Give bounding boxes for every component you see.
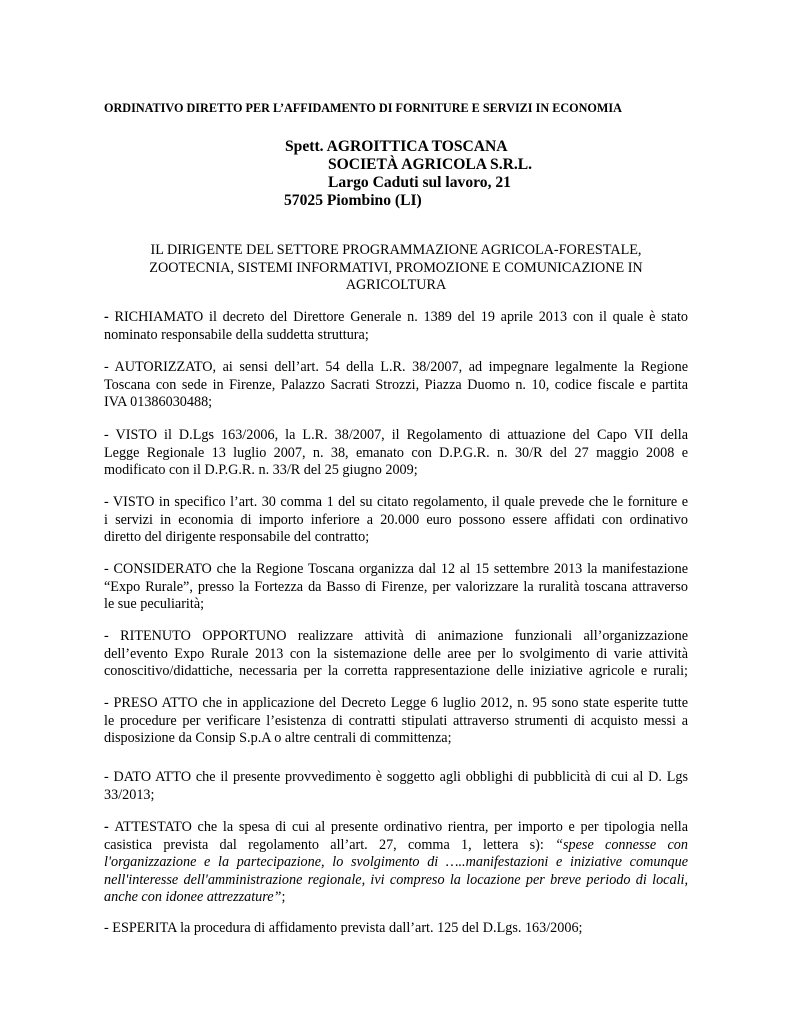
paragraph-line: 33/2013; — [104, 786, 155, 803]
paragraph-line: - RITENUTO OPPORTUNO realizzare attività di animazione funzionali all’organizzazione — [104, 628, 688, 644]
heading-line-3: AGRICOLTURA — [345, 277, 447, 293]
quoted-text: anche con idonee attrezzature” — [104, 889, 282, 906]
paragraph-line: le sue peculiarità; — [104, 596, 205, 613]
paragraph-richiamato — [104, 309, 688, 344]
paragraph-line: “Expo Rurale”, presso la Fortezza da Basso di Firenze, per valorizzare la ruralità toscana attraverso — [104, 578, 688, 595]
paragraph-line: diretto del dirigente responsabile del contratto; — [104, 529, 370, 546]
paragraph-autorizzato — [104, 359, 688, 412]
paragraph-line: - VISTO in specifico l’art. 30 comma 1 del su citato regolamento, il quale prevede che le forniture e — [104, 494, 688, 510]
heading-line-1: IL DIRIGENTE DEL SETTORE PROGRAMMAZIONE AGRICOLA-FORESTALE, — [150, 242, 642, 258]
paragraph-line: i servizi in economia di importo inferiore a 20.000 euro possono essere affidati con ordinativo — [104, 511, 688, 528]
bullet-dash: - — [104, 819, 115, 835]
paragraph-line: nominato responsabile della suddetta struttura; — [104, 326, 369, 343]
paragraph-line: le procedure per verificare l’esistenza di contratti stipulati attraverso strumenti di acquisto messi a — [104, 712, 688, 729]
paragraph-dato-atto — [104, 769, 688, 804]
paragraph-line: disposizione da Consip S.p.A o altre centrali di committenza; — [104, 730, 452, 747]
paragraph-preso-atto — [104, 695, 688, 748]
quoted-text: nell'interesse dell'amministrazione regionale, ivi compreso la locazione per breve periodo di locali, — [104, 871, 688, 888]
paragraph-line: dell’evento Expo Rurale 2013 con la sistemazione delle aree per lo svolgimento di varie attività — [104, 645, 688, 662]
paragraph-considerato — [104, 561, 688, 614]
quoted-text: l'organizzazione e la partecipazione, lo svolgimento di …..manifestazioni e iniziative comunque — [104, 854, 688, 871]
paragraph-attestato — [104, 819, 688, 907]
recipient-line-4: 57025 Piombino (LI) — [284, 192, 422, 209]
paragraph-line: - AUTORIZZATO, ai sensi dell’art. 54 della L.R. 38/2007, ad impegnare legalmente la Regione — [104, 359, 688, 375]
paragraph-line: - CONSIDERATO che la Regione Toscana organizza dal 12 al 15 settembre 2013 la manifestazione — [104, 561, 688, 577]
recipient-line-1: Spett. AGROITTICA TOSCANA — [285, 138, 508, 155]
paragraph-line: - DATO ATTO che il presente provvedimento è soggetto agli obblighi di pubblicità di cui al D. Lgs — [104, 769, 688, 785]
paragraph-visto-art30 — [104, 494, 688, 547]
paragraph-line: Legge Regionale 13 luglio 2007, n. 38, emanato con D.P.G.R. n. 30/R del 27 maggio 2008 e — [104, 444, 688, 461]
document-title: ORDINATIVO DIRETTO PER L’AFFIDAMENTO DI FORNITURE E SERVIZI IN ECONOMIA — [104, 101, 622, 115]
paragraph-line: casistica prevista dal regolamento all’art. 27, comma 1, lettera s): — [104, 836, 556, 853]
paragraph-esperita — [104, 920, 688, 938]
paragraph-line: - VISTO il D.Lgs 163/2006, la L.R. 38/2007, il Regolamento di attuazione del Capo VII della — [104, 427, 688, 443]
quoted-text: “spese connesse con — [555, 836, 688, 853]
paragraph-line: - ESPERITA la procedura di affidamento prevista dall’art. 125 del D.Lgs. 163/2006; — [104, 920, 583, 936]
paragraph-line: IVA 01386030488; — [104, 394, 213, 411]
paragraph-line: RICHIAMATO il decreto del Direttore Generale n. 1389 del 19 aprile 2013 con il quale è stato — [114, 309, 688, 325]
bullet-dash: - — [104, 309, 115, 325]
paragraph-visto-dlgs — [104, 427, 688, 480]
paragraph-line: conoscitivo/didattiche, necessaria per la corretta rappresentazione delle iniziative agricole e rurali; — [104, 663, 688, 680]
recipient-line-3: Largo Caduti sul lavoro, 21 — [328, 174, 511, 191]
paragraph-line: ; — [281, 889, 286, 906]
paragraph-ritenuto — [104, 628, 688, 681]
paragraph-line: Toscana con sede in Firenze, Palazzo Sacrati Strozzi, Piazza Duomo n. 10, codice fiscale e partita — [104, 376, 688, 393]
heading-line-2: ZOOTECNIA, SISTEMI INFORMATIVI, PROMOZIONE E COMUNICAZIONE IN — [149, 259, 643, 276]
paragraph-line: ATTESTATO che la spesa di cui al presente ordinativo rientra, per importo e per tipologia nella — [114, 819, 688, 835]
issuer-heading — [104, 242, 688, 295]
paragraph-line: - PRESO ATTO che in applicazione del Decreto Legge 6 luglio 2012, n. 95 sono state esperite tutte — [104, 695, 688, 711]
paragraph-line: modificato con il D.P.G.R. n. 33/R del 25 giugno 2009; — [104, 462, 418, 479]
recipient-line-2: SOCIETÀ AGRICOLA S.R.L. — [328, 156, 533, 173]
